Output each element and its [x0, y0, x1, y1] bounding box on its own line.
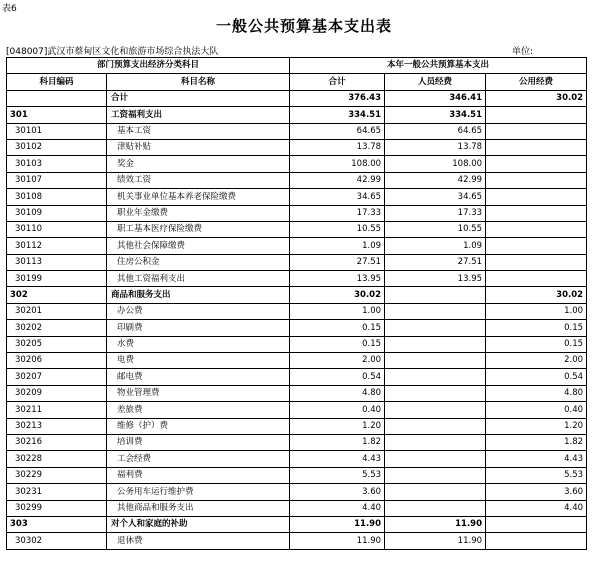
- cell-code: 303: [7, 516, 107, 532]
- table-row: [7, 107, 587, 123]
- table-row: [7, 238, 587, 254]
- cell-code: 30228: [7, 451, 107, 467]
- cell-code: 30107: [7, 172, 107, 188]
- cell-public: 0.40: [486, 402, 587, 418]
- cell-personnel: 34.65: [385, 189, 486, 205]
- cell-name: 差旅费: [107, 402, 290, 418]
- cell-public: 5.53: [486, 467, 587, 483]
- cell-personnel: 11.90: [385, 533, 486, 549]
- cell-name: 邮电费: [107, 369, 290, 385]
- cell-personnel: [385, 385, 486, 401]
- cell-personnel: 334.51: [385, 107, 486, 123]
- table-row: [7, 123, 587, 139]
- cell-total: 27.51: [290, 254, 385, 270]
- cell-code: 30202: [7, 320, 107, 336]
- cell-code: 30302: [7, 533, 107, 549]
- cell-public: [486, 254, 587, 270]
- cell-total: 30.02: [290, 287, 385, 303]
- cell-code: [7, 90, 107, 106]
- cell-personnel: [385, 303, 486, 319]
- header-code: 科目编码: [7, 74, 107, 90]
- cell-name: 奖金: [107, 156, 290, 172]
- cell-name: 绩效工资: [107, 172, 290, 188]
- cell-total: 13.95: [290, 271, 385, 287]
- cell-public: [486, 139, 587, 155]
- cell-total: 1.20: [290, 418, 385, 434]
- cell-personnel: [385, 353, 486, 369]
- budget-table: [6, 57, 587, 550]
- cell-personnel: 27.51: [385, 254, 486, 270]
- cell-public: 30.02: [486, 287, 587, 303]
- cell-name: 电费: [107, 353, 290, 369]
- cell-personnel: [385, 418, 486, 434]
- cell-name: 工资福利支出: [107, 107, 290, 123]
- header-current-year: 本年一般公共预算基本支出: [290, 58, 587, 74]
- cell-name: 津贴补贴: [107, 139, 290, 155]
- cell-code: 30231: [7, 484, 107, 500]
- cell-personnel: [385, 287, 486, 303]
- cell-public: 2.00: [486, 353, 587, 369]
- cell-public: [486, 107, 587, 123]
- cell-name: 职工基本医疗保险缴费: [107, 221, 290, 237]
- table-row: [7, 303, 587, 319]
- cell-public: [486, 238, 587, 254]
- cell-personnel: 10.55: [385, 221, 486, 237]
- cell-code: 30211: [7, 402, 107, 418]
- cell-code: 30205: [7, 336, 107, 352]
- table-row: [7, 287, 587, 303]
- cell-name: 办公费: [107, 303, 290, 319]
- cell-total: 376.43: [290, 90, 385, 106]
- cell-code: 30199: [7, 271, 107, 287]
- cell-public: [486, 205, 587, 221]
- cell-total: 2.00: [290, 353, 385, 369]
- cell-code: 30108: [7, 189, 107, 205]
- cell-personnel: [385, 402, 486, 418]
- cell-code: 30109: [7, 205, 107, 221]
- cell-public: 4.40: [486, 500, 587, 516]
- cell-total: 3.60: [290, 484, 385, 500]
- cell-code: 30229: [7, 467, 107, 483]
- cell-public: 0.15: [486, 320, 587, 336]
- table-row: [7, 172, 587, 188]
- table-row: [7, 467, 587, 483]
- cell-total: 0.54: [290, 369, 385, 385]
- cell-public: [486, 189, 587, 205]
- cell-name: 对个人和家庭的补助: [107, 516, 290, 532]
- cell-personnel: 108.00: [385, 156, 486, 172]
- cell-public: 3.60: [486, 484, 587, 500]
- cell-public: [486, 221, 587, 237]
- cell-public: [486, 271, 587, 287]
- table-row: [7, 139, 587, 155]
- header-public: 公用经费: [486, 74, 587, 90]
- table-row: [7, 156, 587, 172]
- cell-personnel: 346.41: [385, 90, 486, 106]
- cell-total: 42.99: [290, 172, 385, 188]
- cell-name: 合计: [107, 90, 290, 106]
- table-row: [7, 205, 587, 221]
- table-row: [7, 385, 587, 401]
- table-row: [7, 516, 587, 532]
- cell-code: 30299: [7, 500, 107, 516]
- table-row: [7, 353, 587, 369]
- table-row: [7, 402, 587, 418]
- cell-name: 机关事业单位基本养老保险缴费: [107, 189, 290, 205]
- cell-personnel: [385, 451, 486, 467]
- cell-name: 其他商品和服务支出: [107, 500, 290, 516]
- cell-personnel: 11.90: [385, 516, 486, 532]
- cell-name: 物业管理费: [107, 385, 290, 401]
- header-classification: 部门预算支出经济分类科目: [7, 58, 290, 74]
- cell-personnel: [385, 434, 486, 450]
- cell-total: 0.15: [290, 336, 385, 352]
- cell-personnel: 13.78: [385, 139, 486, 155]
- cell-code: 30110: [7, 221, 107, 237]
- cell-name: 公务用车运行维护费: [107, 484, 290, 500]
- cell-total: 334.51: [290, 107, 385, 123]
- cell-personnel: 42.99: [385, 172, 486, 188]
- cell-code: 30113: [7, 254, 107, 270]
- table-row: [7, 451, 587, 467]
- cell-personnel: [385, 336, 486, 352]
- cell-total: 0.40: [290, 402, 385, 418]
- cell-name: 工会经费: [107, 451, 290, 467]
- cell-total: 17.33: [290, 205, 385, 221]
- cell-name: 其他社会保障缴费: [107, 238, 290, 254]
- cell-public: 1.20: [486, 418, 587, 434]
- cell-public: [486, 123, 587, 139]
- cell-personnel: [385, 320, 486, 336]
- table-row: [7, 221, 587, 237]
- cell-total: 10.55: [290, 221, 385, 237]
- cell-code: 30216: [7, 434, 107, 450]
- table-body: [7, 90, 587, 549]
- table-row: [7, 189, 587, 205]
- cell-name: 培训费: [107, 434, 290, 450]
- table-row: [7, 271, 587, 287]
- table-row: [7, 500, 587, 516]
- cell-total: 64.65: [290, 123, 385, 139]
- cell-name: 福利费: [107, 467, 290, 483]
- cell-public: [486, 516, 587, 532]
- header-name: 科目名称: [107, 74, 290, 90]
- table-row: [7, 434, 587, 450]
- cell-public: [486, 172, 587, 188]
- cell-code: 30112: [7, 238, 107, 254]
- cell-code: 301: [7, 107, 107, 123]
- cell-name: 基本工资: [107, 123, 290, 139]
- organization-label: [048007]武汉市蔡甸区文化和旅游市场综合执法大队: [6, 47, 219, 57]
- cell-personnel: [385, 500, 486, 516]
- cell-name: 印刷费: [107, 320, 290, 336]
- cell-personnel: 64.65: [385, 123, 486, 139]
- cell-total: 0.15: [290, 320, 385, 336]
- cell-code: 30206: [7, 353, 107, 369]
- table-row: [7, 369, 587, 385]
- sheet-label: 表6: [2, 4, 17, 14]
- cell-total: 4.80: [290, 385, 385, 401]
- cell-code: 302: [7, 287, 107, 303]
- cell-name: 住房公积金: [107, 254, 290, 270]
- cell-personnel: 17.33: [385, 205, 486, 221]
- cell-code: 30209: [7, 385, 107, 401]
- cell-code: 30207: [7, 369, 107, 385]
- cell-total: 11.90: [290, 516, 385, 532]
- cell-name: 其他工资福利支出: [107, 271, 290, 287]
- cell-total: 34.65: [290, 189, 385, 205]
- cell-public: 0.54: [486, 369, 587, 385]
- cell-total: 4.40: [290, 500, 385, 516]
- cell-public: [486, 156, 587, 172]
- table-row: [7, 533, 587, 549]
- cell-total: 1.82: [290, 434, 385, 450]
- cell-public: [486, 533, 587, 549]
- cell-name: 维修（护）费: [107, 418, 290, 434]
- cell-personnel: [385, 484, 486, 500]
- cell-code: 30213: [7, 418, 107, 434]
- table-row: [7, 418, 587, 434]
- cell-public: 0.15: [486, 336, 587, 352]
- cell-total: 1.09: [290, 238, 385, 254]
- cell-total: 4.43: [290, 451, 385, 467]
- cell-total: 1.00: [290, 303, 385, 319]
- cell-name: 职业年金缴费: [107, 205, 290, 221]
- cell-public: 4.80: [486, 385, 587, 401]
- cell-public: 1.82: [486, 434, 587, 450]
- cell-personnel: 13.95: [385, 271, 486, 287]
- cell-code: 30101: [7, 123, 107, 139]
- cell-public: 30.02: [486, 90, 587, 106]
- cell-public: 4.43: [486, 451, 587, 467]
- table-row: [7, 484, 587, 500]
- cell-code: 30102: [7, 139, 107, 155]
- cell-total: 108.00: [290, 156, 385, 172]
- cell-total: 11.90: [290, 533, 385, 549]
- header-total: 合计: [290, 74, 385, 90]
- table-row: [7, 90, 587, 106]
- cell-total: 13.78: [290, 139, 385, 155]
- table-row: [7, 254, 587, 270]
- table-row: [7, 320, 587, 336]
- cell-personnel: 1.09: [385, 238, 486, 254]
- cell-personnel: [385, 369, 486, 385]
- cell-name: 水费: [107, 336, 290, 352]
- cell-total: 5.53: [290, 467, 385, 483]
- cell-code: 30103: [7, 156, 107, 172]
- page-title: 一般公共预算基本支出表: [215, 17, 392, 35]
- cell-name: 退休费: [107, 533, 290, 549]
- cell-public: 1.00: [486, 303, 587, 319]
- header-personnel: 人员经费: [385, 74, 486, 90]
- cell-personnel: [385, 467, 486, 483]
- unit-label: 单位:: [512, 47, 534, 57]
- cell-name: 商品和服务支出: [107, 287, 290, 303]
- cell-code: 30201: [7, 303, 107, 319]
- table-row: [7, 336, 587, 352]
